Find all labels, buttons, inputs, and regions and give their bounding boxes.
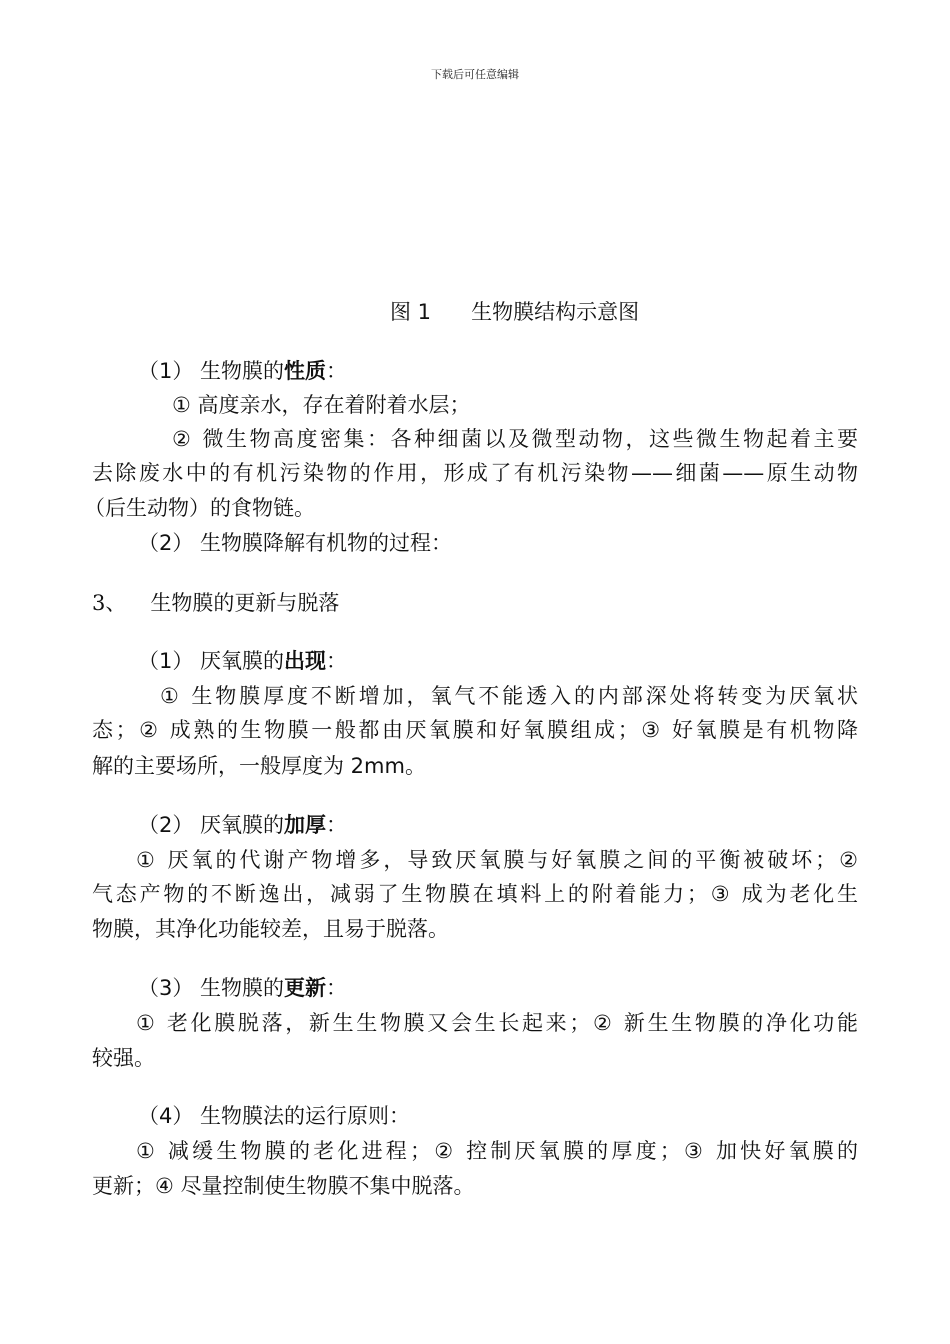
anaerobic-thicken-emphasis: 加厚	[284, 813, 327, 837]
figure-caption: 图 1 生物膜结构示意图	[390, 300, 640, 324]
anaerobic-appear-suffix: ：	[326, 649, 348, 673]
renewal-line-2: 较强。	[92, 1046, 155, 1070]
anaerobic-appear-heading	[138, 646, 347, 676]
properties-prefix: （1） 生物膜的	[138, 359, 285, 383]
renewal-suffix: ：	[326, 976, 348, 1000]
properties-item-2-line-2: 去除废水中的有机污染物的作用，形成了有机污染物——细菌——原生动物	[92, 461, 858, 485]
renewal-prefix: （3） 生物膜的	[138, 976, 285, 1000]
principles-line-1: ① 减缓生物膜的老化进程；② 控制厌氧膜的厚度；③ 加快好氧膜的	[136, 1139, 858, 1163]
properties-suffix: ：	[326, 359, 348, 383]
anaerobic-thicken-line-3: 物膜，其净化功能较差，且易于脱落。	[92, 917, 449, 941]
section-3-title: 生物膜的更新与脱落	[150, 591, 340, 615]
renewal-heading	[138, 973, 347, 1003]
principles-heading: （4） 生物膜法的运行原则：	[138, 1104, 411, 1128]
section-3-heading	[92, 588, 339, 618]
renewal-emphasis: 更新	[284, 976, 327, 1000]
anaerobic-appear-line-3: 解的主要场所，一般厚度为 2mm。	[92, 754, 426, 778]
properties-emphasis: 性质	[284, 359, 327, 383]
properties-item-1: ① 高度亲水，存在着附着水层；	[172, 393, 471, 417]
anaerobic-appear-prefix: （1） 厌氧膜的	[138, 649, 285, 673]
anaerobic-thicken-line-1: ① 厌氧的代谢产物增多，导致厌氧膜与好氧膜之间的平衡被破坏；②	[136, 848, 858, 872]
anaerobic-appear-emphasis: 出现	[284, 649, 327, 673]
page-header: 下载后可任意编辑	[431, 68, 519, 81]
anaerobic-appear-line-2: 态；② 成熟的生物膜一般都由厌氧膜和好氧膜组成；③ 好氧膜是有机物降	[92, 718, 858, 742]
anaerobic-thicken-prefix: （2） 厌氧膜的	[138, 813, 285, 837]
anaerobic-thicken-line-2: 气态产物的不断逸出，减弱了生物膜在填料上的附着能力；③ 成为老化生	[92, 882, 858, 906]
properties-item-2-line-3: （后生动物）的食物链。	[84, 496, 315, 520]
section-3-number: 3、	[92, 591, 127, 615]
properties-item-2-line-1: ② 微生物高度密集：各种细菌以及微型动物，这些微生物起着主要	[172, 427, 858, 451]
renewal-line-1: ① 老化膜脱落，新生生物膜又会生长起来；② 新生生物膜的净化功能	[136, 1011, 858, 1035]
properties-heading	[138, 356, 347, 386]
anaerobic-thicken-suffix: ：	[326, 813, 348, 837]
degradation-heading: （2） 生物膜降解有机物的过程：	[138, 531, 453, 555]
anaerobic-appear-line-1: ① 生物膜厚度不断增加，氧气不能透入的内部深处将转变为厌氧状	[160, 684, 858, 708]
anaerobic-thicken-heading	[138, 810, 347, 840]
principles-line-2: 更新；④ 尽量控制使生物膜不集中脱落。	[92, 1174, 475, 1198]
